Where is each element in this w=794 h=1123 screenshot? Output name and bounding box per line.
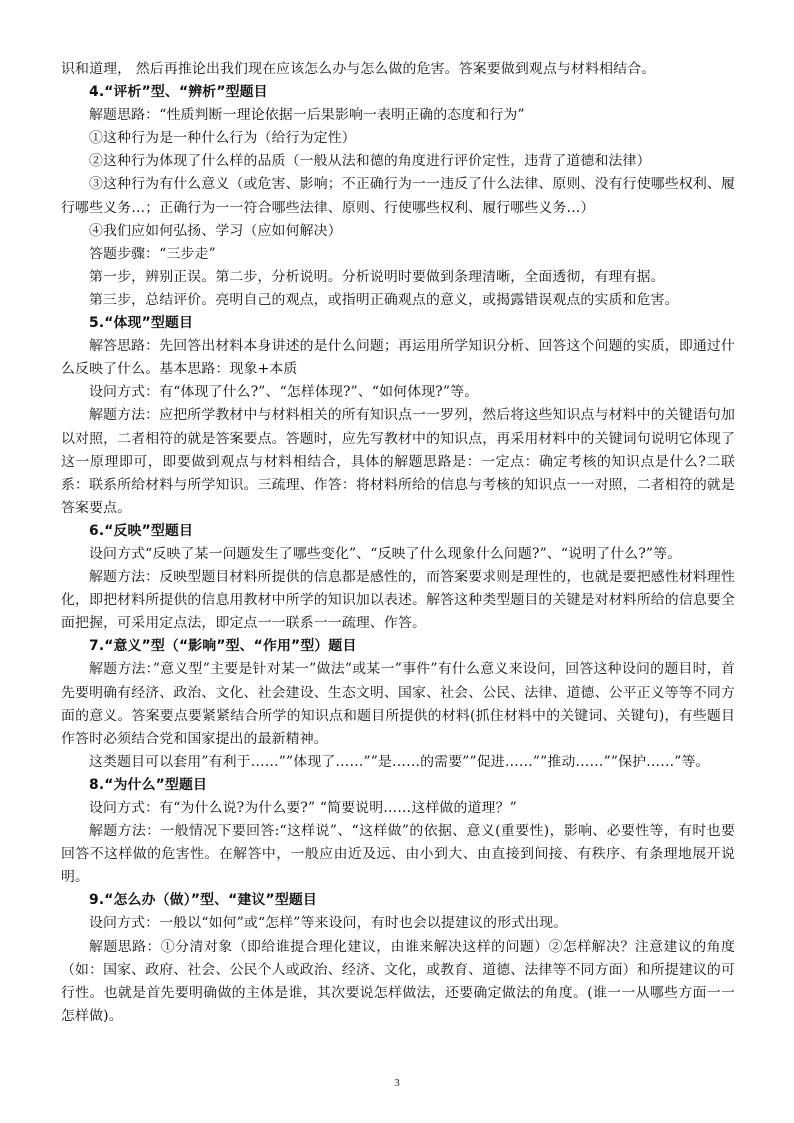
paragraph: 设问方式“反映了某一问题发生了哪些变化”、“反映了什么现象什么问题?”、“说明了什么?”等。 [89,545,682,562]
paragraph: 答题步骤：“三步走” [89,245,216,262]
paragraph: 第一步，辨别正误。第二步，分析说明。分析说明时要做到条理清晰，全面透彻，有理有据。 [89,268,665,285]
paragraph: 设问方式：有“体现了什么?”、“怎样体现?”、“如何体现?”等。 [89,384,479,401]
paragraph: 解答思路：先回答出材料本身讲述的是什么问题；再运用所学知识分析、回答这个问题的实质，即通过什么反映了什么。基本思路：现象+本质 [61,338,735,378]
page-number: 3 [394,1077,400,1089]
paragraph: ①这种行为是一种什么行为（给行为定性） [89,130,356,147]
paragraph: 解题方法：应把所学教材中与材料相关的所有知识点一一罗列，然后将这些知识点与材料中的关键语句加以对照，二者相符的就是答案要点。答题时，应先写教材中的知识点，再采用材料中的关键词句说明它体现了这一原理即可，即要做到观点与材料相结合，具体的解题思路是：一定点：确定考核的知识点是什么?二联系：联系所给材料与所学知识。三疏理、作答：将材料所给的信息与考核的知识点一一对照，二者相符的就是答案要点。 [61,407,735,516]
section-heading-7: 7.“意义”型（“影响”型、“作用”型）题目 [89,638,357,655]
paragraph: ④我们应如何弘扬、学习（应如何解决） [89,222,342,239]
section-heading-4: 4.“评析”型、“辨析”型题目 [89,84,268,101]
paragraph: 这类题目可以套用”有利于……””体现了……””是……的需要””促进……””推动……””保护……”等。 [89,753,710,770]
paragraph: 设问方式：有“为什么说?为什么要?” “简要说明……这样做的道理？” [89,800,517,816]
paragraph: 设问方式：一般以“如何”或“怎样”等来设问，有时也会以提建议的形式出现。 [89,915,568,932]
section-heading-6: 6.“反映”型题目 [89,522,194,539]
paragraph: 解题方法：”意义型”主要是针对某一”做法”或某一”事件”有什么意义来设问，回答这种设问的题目时，首先要明确有经济、政治、文化、社会建设、生态文明、国家、社会、公民、法律、道德、公平正义等等不同方面的意义。答案要点要紧紧结合所学的知识点和题目所提供的材料(抓住材料中的关键词、关键句)，有些题目作答时必须结合党和国家提出的最新精神。 [61,661,735,747]
document-body [61,58,735,1028]
paragraph: 解题方法：反映型题目材料所提供的信息都是感性的，而答案要求则是理性的，也就是要把感性材料理性化，即把材料所提供的信息用教材中所学的知识加以表述。解答这种类型题目的关键是对材料所给的信息要全面把握，可采用定点法，即定点一一联系一一疏理、作答。 [61,569,735,632]
paragraph: 解题思路：①分清对象（即给谁提合理化建议，由谁来解决这样的问题）②怎样解决？注意建议的角度（如：国家、政府、社会、公民个人或政治、经济、文化，或教育、道德、法律等不同方面）和所提建议的可行性。也就是首先要明确做的主体是谁，其次要说怎样做法，还要确定做法的角度。(谁一一从哪些方面一一怎样做)。 [61,938,735,1024]
paragraph: 解题思路：“性质判断一理论依据一后果影响一表明正确的态度和行为” [89,107,525,124]
section-heading-8: 8.“为什么”型题目 [89,776,208,793]
paragraph-continuation: 识和道理， 然后再推论出我们现在应该怎么办与怎么做的危害。答案要做到观点与材料相结合。 [61,61,656,77]
paragraph: ③这种行为有什么意义（或危害、影响；不正确行为一一违反了什么法律、原则、没有行使哪些权利、履行哪些义务…；正确行为一一符合哪些法律、原则、行使哪些权利、履行哪些义务…） [61,176,735,216]
section-heading-9: 9.“怎么办（做）”型、“建议”型题目 [89,892,317,909]
paragraph: ②这种行为体现了什么样的品质（一般从法和德的角度进行评价定性，违背了道德和法律） [89,153,651,170]
paragraph: 解题方法：一般情况下要回答:“这样说”、“这样做”的依据、意义(重要性)，影响、必要性等，有时也要回答不这样做的危害性。在解答中，一般应由近及远、由小到大、由直接到间接、有秩序、有条理地展开说明。 [61,823,735,886]
paragraph: 第三步，总结评价。亮明自己的观点，或指明正确观点的意义，或揭露错误观点的实质和危害。 [89,291,679,308]
section-heading-5: 5.“体现”型题目 [89,315,194,332]
